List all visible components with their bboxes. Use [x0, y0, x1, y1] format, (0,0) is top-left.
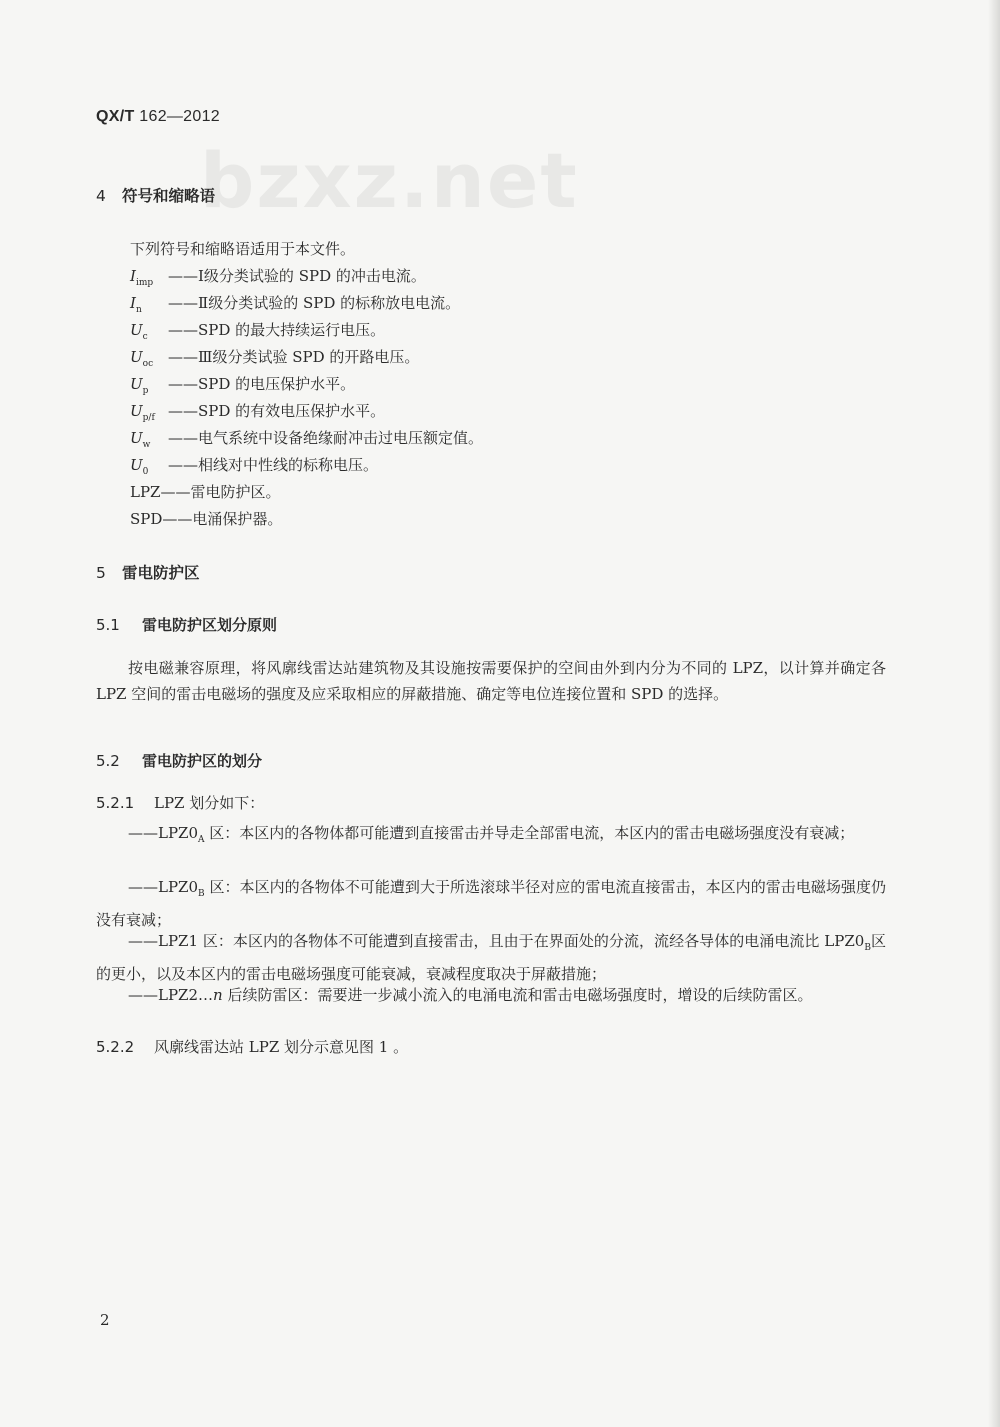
section-number: 5.2	[96, 752, 120, 770]
item-pre: ——LPZ0	[128, 878, 199, 896]
section-5-2-1	[96, 792, 264, 813]
item-sub: B	[864, 943, 871, 953]
section-title: 雷电防护区划分原则	[142, 616, 278, 634]
document-header	[96, 108, 220, 126]
symbol-line	[130, 427, 483, 450]
doc-id-rest: 162—2012	[134, 108, 220, 125]
symbol-base: I	[130, 294, 136, 312]
section-5-heading	[96, 561, 200, 583]
item-pre: ——LPZ0	[128, 824, 199, 842]
doc-id-bold: QX/T	[96, 108, 135, 125]
page-edge-shadow	[988, 0, 1000, 1427]
symbol-desc: ——Ⅱ级分类试验的 SPD 的标称放电电流。	[168, 294, 461, 312]
symbol-base: U	[130, 348, 143, 366]
symbol-desc: ——Ⅲ级分类试验 SPD 的开路电压。	[168, 348, 420, 366]
symbol-line	[130, 265, 426, 288]
lpz-item	[96, 928, 886, 987]
symbol-base: U	[130, 429, 143, 447]
symbol-desc: ——电气系统中设备绝缘耐冲击过电压额定值。	[168, 429, 484, 447]
section-5-1-body: 按电磁兼容原理，将风廓线雷达站建筑物及其设施按需要保护的空间由外到内分为不同的 LPZ，以计算并确定各 LPZ 空间的雷击电磁场的强度及应采取相应的屏蔽措施、确定等电位连接位置和 SPD 的选择。	[96, 659, 886, 703]
symbol-line	[130, 373, 355, 396]
abbreviation-line: LPZ——雷电防护区。	[130, 483, 281, 501]
symbol-line	[130, 454, 378, 477]
symbol-line	[130, 292, 460, 315]
symbol-sub: oc	[142, 359, 154, 369]
section-text: LPZ 划分如下：	[154, 794, 265, 812]
abbreviation-line: SPD——电涌保护器。	[130, 510, 283, 528]
item-sub: B	[198, 889, 205, 899]
symbol-desc: ——SPD 的最大持续运行电压。	[168, 321, 386, 339]
section-5-2-heading	[96, 750, 262, 771]
symbol-base: U	[130, 321, 143, 339]
section-4-intro: 下列符号和缩略语适用于本文件。	[130, 240, 356, 258]
symbol-desc: ——Ⅰ级分类试验的 SPD 的冲击电流。	[168, 267, 426, 285]
symbol-sub: p	[142, 386, 149, 396]
symbol-line	[130, 346, 419, 369]
section-5-1-heading	[96, 614, 277, 635]
symbol-sub: imp	[135, 278, 154, 288]
item-sub: A	[198, 835, 205, 845]
lpz-item	[96, 820, 886, 853]
lpz-item	[96, 982, 886, 1008]
symbol-line	[130, 319, 385, 342]
section-number: 5	[96, 564, 106, 582]
item-pre: ——LPZ1 区：本区内的各物体不可能遭到直接雷击，且由于在界面处的分流，流经各导体的电涌电流比 LPZ0	[128, 932, 865, 950]
symbol-base: U	[130, 402, 143, 420]
symbol-base: I	[130, 267, 136, 285]
section-title: 符号和缩略语	[122, 187, 216, 205]
item-post: 区：本区内的各物体不可能遭到大于所选滚球半径对应的雷电流直接雷击，本区内的雷击电磁场强度仍没有衰减；	[96, 878, 886, 929]
page-number: 2	[100, 1311, 110, 1329]
symbol-base: U	[130, 456, 143, 474]
watermark: bzxz.net	[200, 136, 579, 225]
section-number: 4	[96, 187, 106, 205]
item-post: 后续防雷区：需要进一步减小流入的电涌电流和雷击电磁场强度时，增设的后续防雷区。	[222, 986, 813, 1004]
section-4-heading	[96, 184, 215, 206]
symbol-desc: ——SPD 的有效电压保护水平。	[168, 402, 386, 420]
section-number: 5.1	[96, 616, 120, 634]
item-post: 区：本区内的各物体都可能遭到直接雷击并导走全部雷电流，本区内的雷击电磁场强度没有衰减；	[204, 824, 855, 842]
symbol-sub: c	[142, 332, 148, 342]
section-title: 雷电防护区的划分	[142, 752, 263, 770]
symbol-line	[130, 400, 385, 423]
section-5-2-2	[96, 1036, 408, 1057]
symbol-desc: ——SPD 的电压保护水平。	[168, 375, 356, 393]
symbol-sub: p/f	[142, 413, 155, 423]
section-number: 5.2.2	[96, 1038, 135, 1056]
section-text: 风廓线雷达站 LPZ 划分示意见图 1 。	[154, 1038, 409, 1056]
symbol-sub: w	[142, 440, 151, 450]
lpz-item	[96, 874, 886, 933]
section-title: 雷电防护区	[122, 564, 200, 582]
item-italic: n	[213, 986, 223, 1004]
symbol-desc: ——相线对中性线的标称电压。	[168, 456, 379, 474]
symbol-sub: 0	[142, 467, 149, 477]
symbol-base: U	[130, 375, 143, 393]
item-post: 区的更小，以及本区内的雷击电磁场强度可能衰减，衰减程度取决于屏蔽措施；	[96, 932, 886, 983]
item-pre: ——LPZ2…	[128, 986, 214, 1004]
symbol-sub: n	[135, 305, 142, 315]
section-number: 5.2.1	[96, 794, 135, 812]
